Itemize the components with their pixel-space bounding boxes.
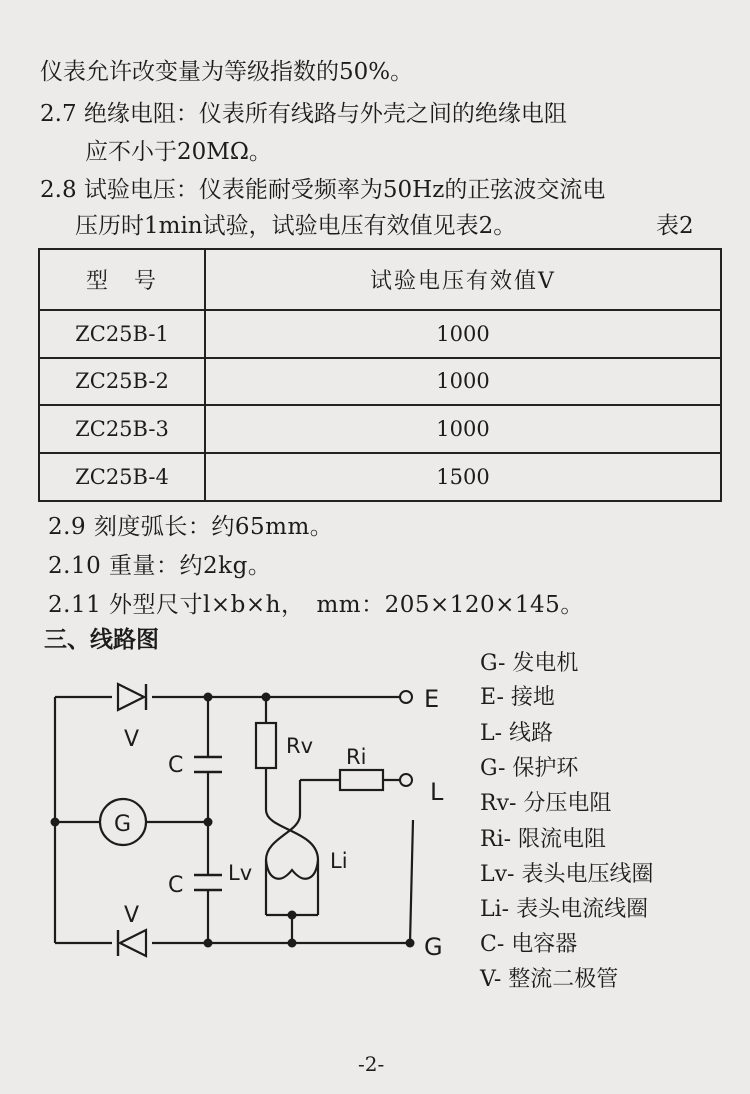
table-cell-voltage: 1500 (205, 453, 721, 501)
terminal-e (400, 691, 412, 703)
diode-top (112, 684, 152, 710)
spec-weight: 2.10 重量：约2kg。 (48, 553, 272, 579)
resistor-ri (340, 770, 383, 790)
table-header-model: 型 号 (39, 249, 205, 310)
label-v-top: V (124, 727, 140, 752)
section-3-title: 三、线路图 (44, 627, 159, 653)
legend-item: V- 整流二极管 (480, 967, 619, 992)
table-cell-model: ZC25B-4 (39, 453, 205, 501)
legend-item: Ri- 限流电阻 (480, 827, 607, 852)
table-cell-voltage: 1000 (205, 405, 721, 453)
capacitor-top (194, 757, 222, 772)
spec-dimensions: 2.11 外型尺寸l×b×h， mm：205×120×145。 (48, 592, 584, 618)
label-lv: Lv (228, 861, 253, 885)
table-header-voltage: 试验电压有效值V (205, 249, 721, 310)
section-2-8-test-voltage: 2.8 试验电压：仪表能耐受频率为50Hz的正弦波交流电 (40, 177, 606, 203)
section-2-7-continued: 应不小于20MΩ。 (85, 139, 272, 165)
table-cell-voltage: 1000 (205, 310, 721, 358)
section-2-7-insulation: 2.7 绝缘电阻：仪表所有线路与外壳之间的绝缘电阻 (40, 101, 567, 127)
table-cell-model: ZC25B-1 (39, 310, 205, 358)
resistor-rv (256, 723, 276, 768)
label-li: Li (330, 849, 348, 873)
coil-assembly (266, 810, 318, 879)
label-c-bottom: C (168, 873, 184, 898)
section-2-8-continued: 压历时1min试验，试验电压有效值见表2。 (75, 213, 517, 239)
legend-item: E- 接地 (480, 685, 555, 710)
legend-item: Lv- 表头电压线圈 (480, 862, 654, 887)
label-ri: Ri (346, 745, 367, 769)
table-cell-model: ZC25B-2 (39, 358, 205, 406)
diode-bottom (112, 930, 152, 956)
terminal-l (400, 774, 412, 786)
capacitor-bottom (194, 875, 222, 890)
label-e: E (424, 685, 440, 713)
legend-item: Rv- 分压电阻 (480, 791, 612, 816)
label-rv: Rv (286, 734, 314, 758)
spec-arc-length: 2.9 刻度弧长：约65mm。 (48, 514, 334, 540)
legend-item: G- 发电机 (480, 651, 579, 676)
legend-item: G- 保护环 (480, 756, 579, 781)
legend-item: C- 电容器 (480, 932, 578, 957)
legend-item: L- 线路 (480, 721, 554, 746)
table-cell-model: ZC25B-3 (39, 405, 205, 453)
legend-item: Li- 表头电流线圈 (480, 897, 649, 922)
table-cell-voltage: 1000 (205, 358, 721, 406)
label-v-bottom: V (124, 903, 140, 928)
label-c-top: C (168, 753, 184, 778)
label-g-terminal: G (424, 933, 443, 961)
text-line-50-percent: 仪表允许改变量为等级指数的50%。 (40, 59, 414, 85)
label-l: L (430, 778, 444, 806)
label-g-generator: G (114, 812, 132, 837)
table-label: 表2 (656, 213, 694, 239)
page-number: -2- (358, 1052, 385, 1076)
